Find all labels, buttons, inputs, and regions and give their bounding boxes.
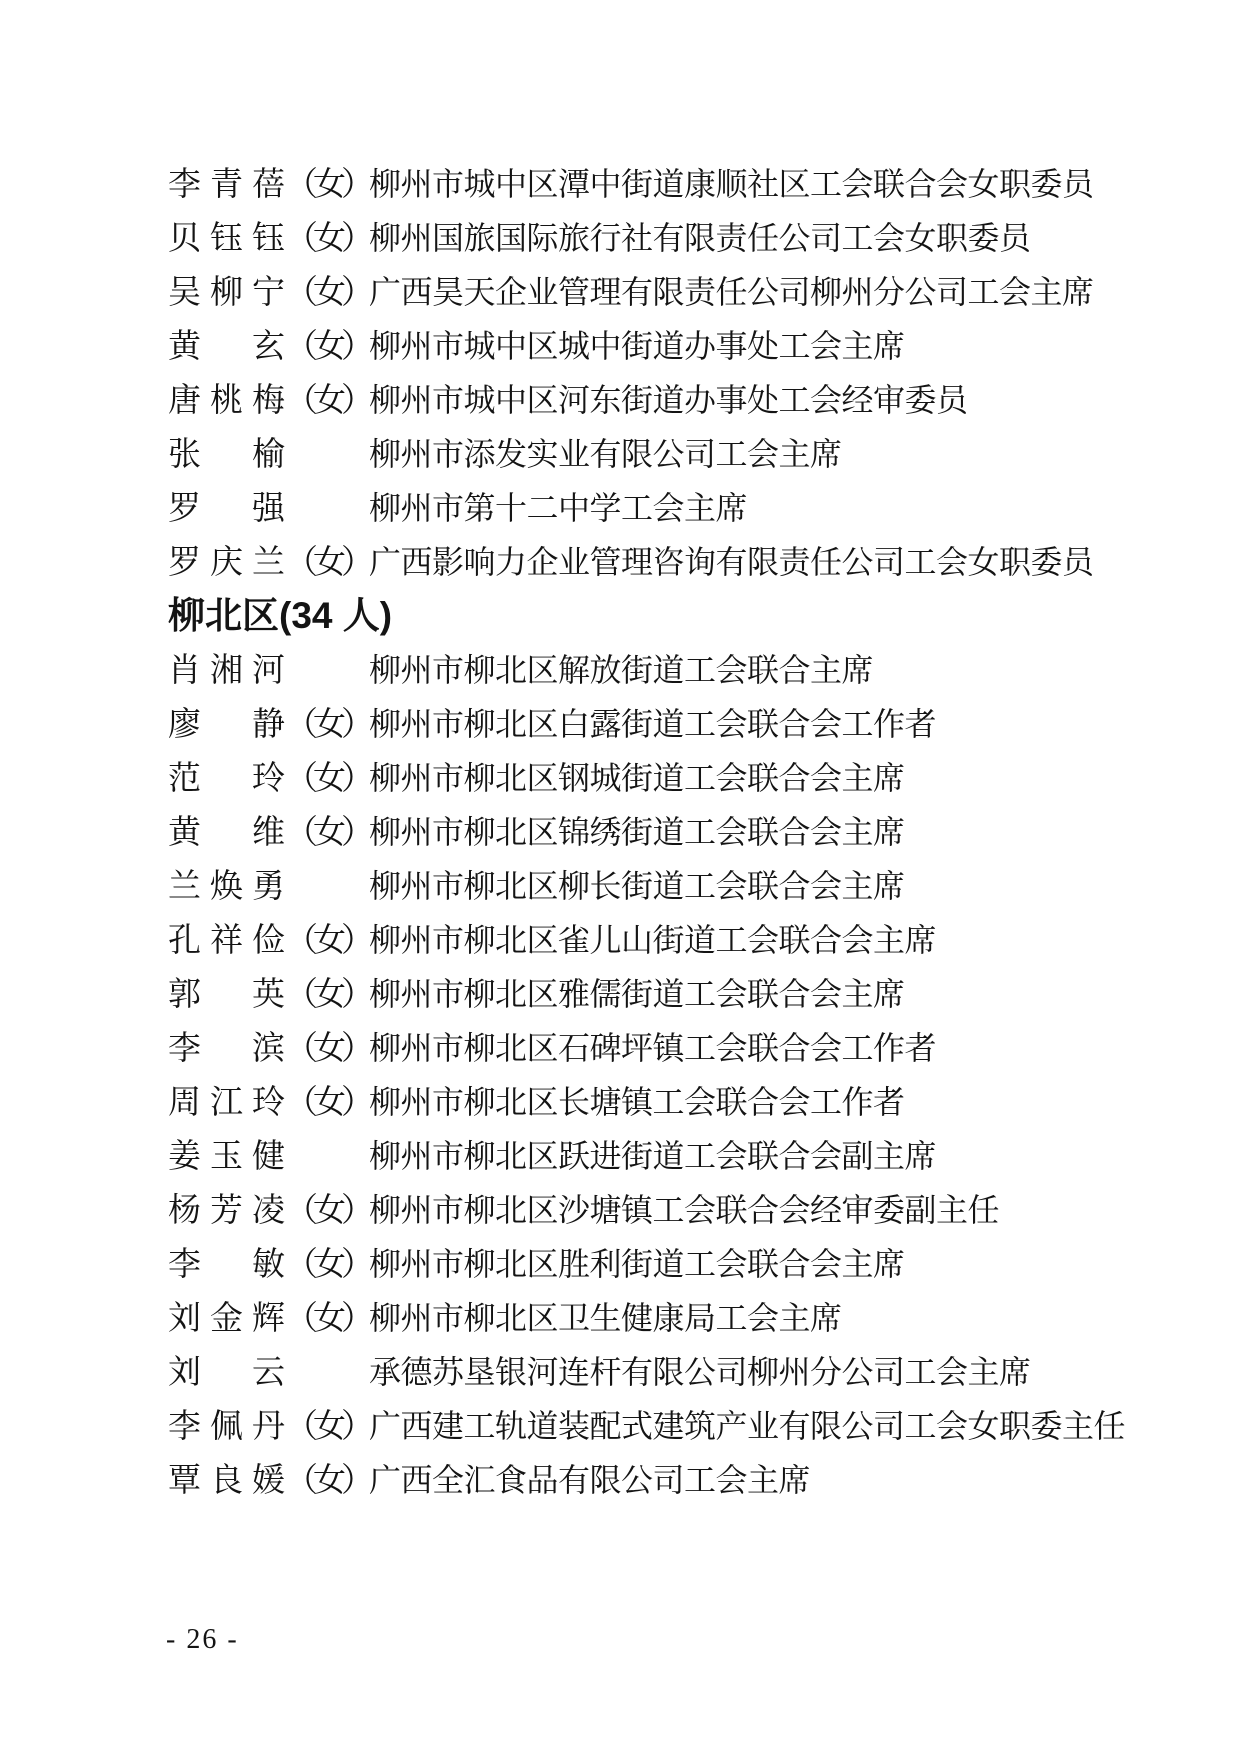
entry-position: 承德苏垦银河连杆有限公司柳州分公司工会主席 (369, 1354, 1031, 1390)
entry-name: 李 滨 (168, 1031, 285, 1067)
entry-gender-note: （女） (285, 167, 369, 203)
entry-name: 刘金辉 (168, 1301, 285, 1337)
entry-position: 柳州国旅国际旅行社有限责任公司工会女职委员 (369, 220, 1031, 256)
entry-row (168, 211, 1118, 265)
entry-name: 李 敏 (168, 1247, 285, 1283)
entry-gender-note: （女） (285, 1301, 369, 1337)
entry-row (168, 1183, 1118, 1237)
entry-gender-note: （女） (285, 923, 369, 959)
entry-name: 罗 强 (168, 491, 285, 527)
entry-row (168, 319, 1118, 373)
entry-position: 柳州市城中区潭中街道康顺社区工会联合会女职委员 (369, 166, 1094, 202)
entry-position: 柳州市柳北区卫生健康局工会主席 (369, 1300, 842, 1336)
entry-row (168, 1021, 1118, 1075)
entry-name: 廖 静 (168, 707, 285, 743)
entry-row (168, 859, 1118, 913)
entry-position: 广西建工轨道装配式建筑产业有限公司工会女职委主任 (369, 1408, 1126, 1444)
page-footer (166, 1624, 239, 1656)
entry-row (168, 805, 1118, 859)
entry-name: 李青蓓 (168, 167, 285, 203)
roster-list (168, 157, 1126, 1507)
entry-position: 柳州市城中区河东街道办事处工会经审委员 (369, 382, 968, 418)
entry-gender-note: （女） (285, 221, 369, 257)
entry-name: 姜玉健 (168, 1139, 285, 1175)
entry-gender-note: （女） (285, 1193, 369, 1229)
entry-row (168, 913, 1118, 967)
entry-position: 柳州市柳北区锦绣街道工会联合会主席 (369, 814, 905, 850)
page-number: - 26 - (166, 1624, 239, 1655)
entry-row (168, 1075, 1118, 1129)
section-entries (168, 157, 1118, 589)
entry-name: 周江玲 (168, 1085, 285, 1121)
roster-section (168, 157, 1118, 589)
entry-gender-note: （女） (285, 977, 369, 1013)
entry-gender-note: （女） (285, 1031, 369, 1067)
entry-position: 柳州市柳北区沙塘镇工会联合会经审委副主任 (369, 1192, 1000, 1228)
roster-section (168, 589, 1126, 1507)
entry-gender-note: （女） (285, 707, 369, 743)
entry-position: 广西影响力企业管理咨询有限责任公司工会女职委员 (369, 544, 1094, 580)
section-header: 柳北区(34 人) (168, 595, 393, 636)
entry-row (168, 1453, 1118, 1507)
entry-gender-note: （女） (285, 1409, 369, 1445)
entry-name: 黄 玄 (168, 329, 285, 365)
entry-position: 柳州市第十二中学工会主席 (369, 490, 748, 526)
entry-position: 柳州市柳北区跃进街道工会联合会副主席 (369, 1138, 937, 1174)
entry-position: 柳州市柳北区长塘镇工会联合会工作者 (369, 1084, 905, 1120)
entry-name: 贝钰钰 (168, 221, 285, 257)
entry-gender-note: （女） (285, 383, 369, 419)
entry-row (168, 1345, 1118, 1399)
entry-name: 罗庆兰 (168, 545, 285, 581)
entry-row (168, 265, 1118, 319)
section-entries (168, 643, 1126, 1507)
entry-row (168, 697, 1118, 751)
entry-row (168, 967, 1118, 1021)
entry-gender-note: （女） (285, 1463, 369, 1499)
entry-position: 柳州市城中区城中街道办事处工会主席 (369, 328, 905, 364)
entry-name: 刘 云 (168, 1355, 285, 1391)
entry-name: 杨芳凌 (168, 1193, 285, 1229)
entry-gender-note: （女） (285, 761, 369, 797)
entry-gender-note: （女） (285, 329, 369, 365)
entry-position: 柳州市添发实业有限公司工会主席 (369, 436, 842, 472)
entry-position: 广西昊天企业管理有限责任公司柳州分公司工会主席 (369, 274, 1094, 310)
entry-position: 柳州市柳北区柳长街道工会联合会主席 (369, 868, 905, 904)
entry-row (168, 1129, 1118, 1183)
entry-position: 柳州市柳北区雀儿山街道工会联合会主席 (369, 922, 937, 958)
entry-name: 李佩丹 (168, 1409, 285, 1445)
entry-row (168, 1291, 1118, 1345)
entry-row (168, 643, 1118, 697)
entry-position: 柳州市柳北区白露街道工会联合会工作者 (369, 706, 937, 742)
entry-row (168, 1399, 1126, 1453)
entry-gender-note: （女） (285, 1247, 369, 1283)
entry-position: 柳州市柳北区解放街道工会联合主席 (369, 652, 874, 688)
entry-position: 柳州市柳北区钢城街道工会联合会主席 (369, 760, 905, 796)
entry-position: 柳州市柳北区雅儒街道工会联合会主席 (369, 976, 905, 1012)
entry-position: 柳州市柳北区石碑坪镇工会联合会工作者 (369, 1030, 937, 1066)
entry-name: 范 玲 (168, 761, 285, 797)
entry-name: 肖湘河 (168, 653, 285, 689)
entry-position: 柳州市柳北区胜利街道工会联合会主席 (369, 1246, 905, 1282)
entry-name: 孔祥俭 (168, 923, 285, 959)
entry-name: 黄 维 (168, 815, 285, 851)
entry-gender-note: （女） (285, 815, 369, 851)
entry-name: 唐桃梅 (168, 383, 285, 419)
entry-gender-note: （女） (285, 275, 369, 311)
entry-row (168, 373, 1118, 427)
entry-row (168, 481, 1118, 535)
entry-row (168, 157, 1118, 211)
entry-position: 广西全汇食品有限公司工会主席 (369, 1462, 811, 1498)
entry-gender-note: （女） (285, 1085, 369, 1121)
entry-row (168, 535, 1118, 589)
entry-name: 吴柳宁 (168, 275, 285, 311)
entry-row (168, 1237, 1118, 1291)
entry-row (168, 751, 1118, 805)
entry-name: 兰焕勇 (168, 869, 285, 905)
entry-name: 覃良媛 (168, 1463, 285, 1499)
entry-name: 郭 英 (168, 977, 285, 1013)
entry-row (168, 427, 1118, 481)
entry-gender-note: （女） (285, 545, 369, 581)
entry-name: 张 榆 (168, 437, 285, 473)
